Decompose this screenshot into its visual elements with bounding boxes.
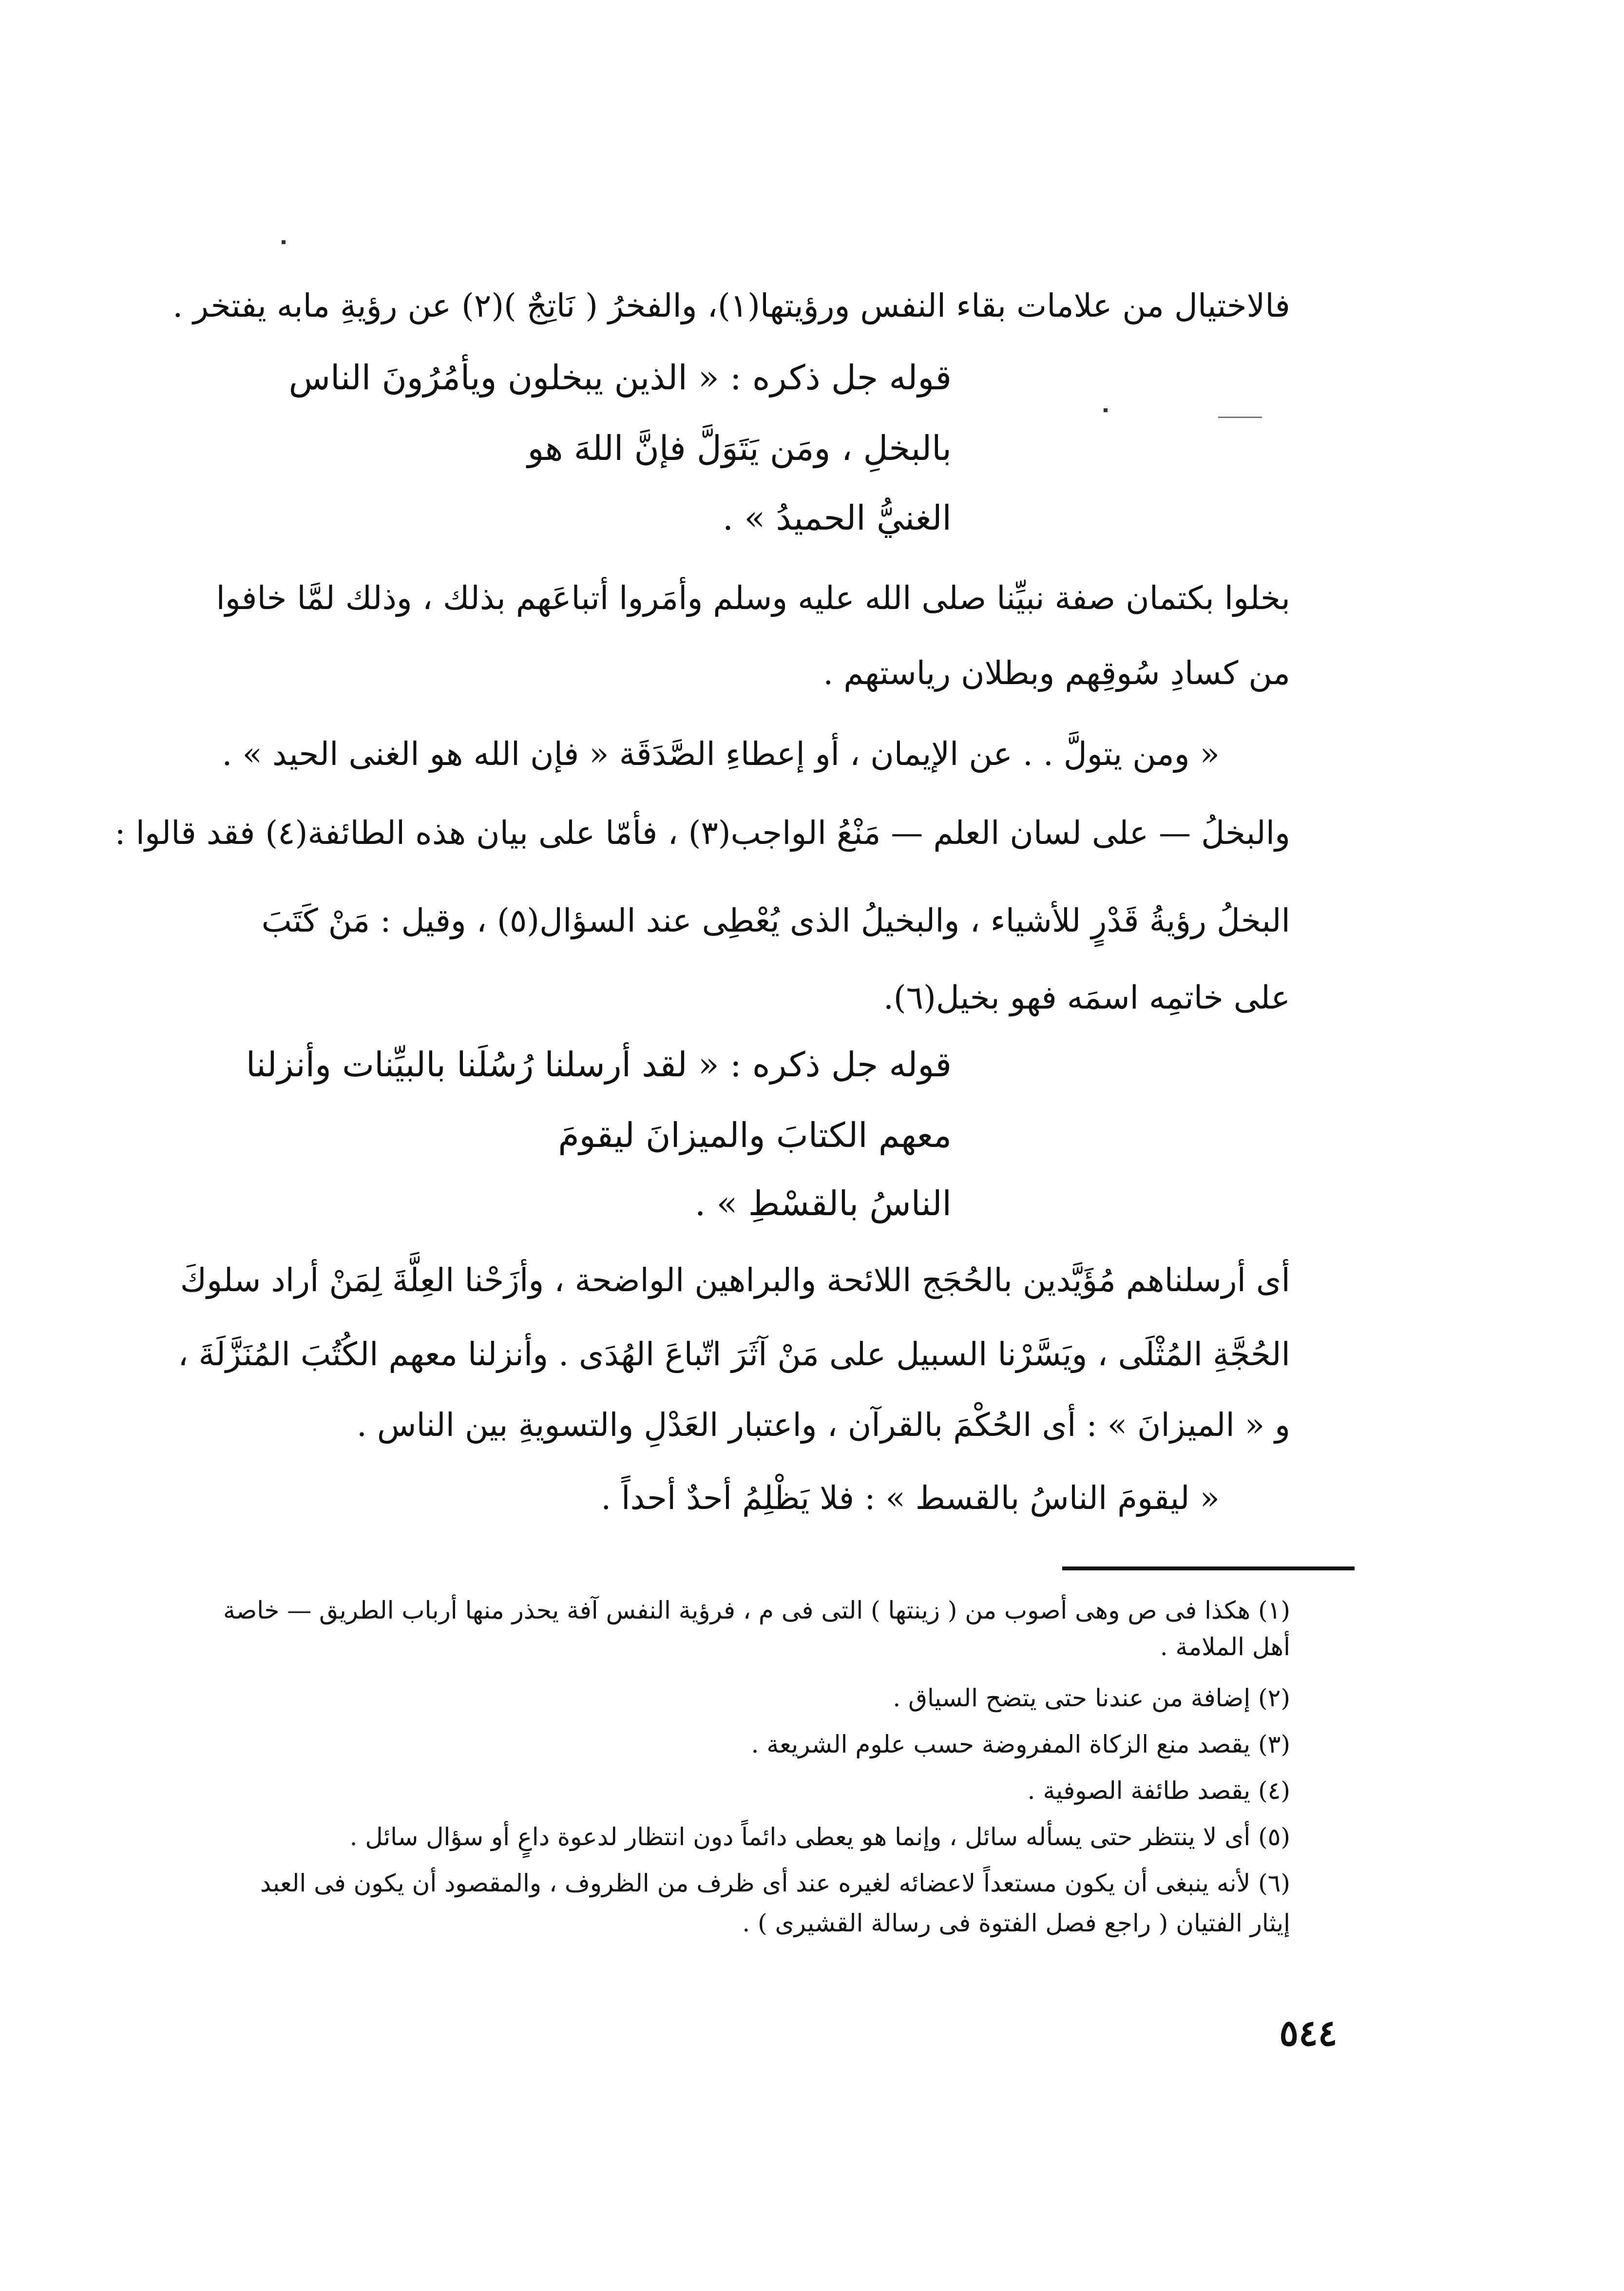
footnote: (٢) إضافة من عندنا حتى يتضح السياق . [893, 1684, 1290, 1712]
text-line: البخلُ رؤيةُ قَدْرٍ للأشياء ، والبخيلُ الذى يُعْطِى عند السؤال(٥) ، وقيل : مَنْ كَتَبَ [261, 902, 1290, 939]
text-line: من كسادِ سُوقِهم وبطلان رياستهم . [823, 654, 1290, 692]
text-line: أى أرسلناهم مُؤَيَّدين بالحُجَج اللائحة والبراهين الواضحة ، وأزَحْنا العِلَّةَ لِمَنْ أراد سلوكَ [180, 1261, 1290, 1299]
quran-verse-line: معهم الكتابَ والميزانَ ليقومَ [558, 1115, 952, 1155]
quran-verse-line: قوله جل ذكره : « الذين يبخلون ويأمُرُونَ الناس [288, 358, 952, 398]
footnote: (٥) أى لا ينتظر حتى يسأله سائل ، وإنما هو يعطى دائماً دون انتظار لدعوة داعٍ أو سؤال سائل . [349, 1823, 1290, 1851]
ink-speck [282, 240, 286, 244]
text-line: والبخلُ — على لسان العلم — مَنْعُ الواجب(٣) ، فأمّا على بيان هذه الطائفة(٤) فقد قالوا : [115, 814, 1290, 852]
text-line: على خاتمِه اسمَه فهو بخيل(٦). [883, 979, 1290, 1016]
ink-speck [1218, 417, 1262, 418]
ink-speck [1104, 408, 1108, 412]
text-line: الحُجَّةِ المُثْلَى ، ويَسَّرْنا السبيل على مَنْ آثَرَ اتّباعَ الهُدَى . وأنزلنا معهم الكُتُبَ المُنَزَّلَةَ ، [178, 1336, 1290, 1373]
footnote-separator [1062, 1566, 1355, 1570]
footnote: (١) هكذا فى ص وهى أصوب من ( زينتها ) التى فى م ، فرؤية النفس آفة يحذر منها أرباب الطريق — خاصة [223, 1596, 1290, 1624]
quran-verse-line: قوله جل ذكره : « لقد أرسلنا رُسُلَنا بالبيِّنات وأنزلنا [246, 1045, 952, 1085]
footnote: (٤) يقصد طائفة الصوفية . [1027, 1776, 1290, 1805]
text-line: « ليقومَ الناسُ بالقسط » : فلا يَظْلِمُ أحدٌ أحداً . [601, 1479, 1220, 1517]
quran-verse-line: الغنيُّ الحميدُ » . [722, 498, 952, 538]
quran-verse-line: بالبخلِ ، ومَن يَتَوَلَّ فإنَّ اللهَ هو [527, 428, 952, 468]
footnote: أهل الملامة . [1160, 1633, 1290, 1661]
footnote: إيثار الفتيان ( راجع فصل الفتوة فى رسالة القشيرى ) . [742, 1909, 1290, 1937]
footnote: (٣) يقصد منع الزكاة المفروضة حسب علوم الشريعة . [751, 1730, 1290, 1758]
page-number: ٥٤٤ [1279, 2012, 1337, 2054]
quran-verse-line: الناسُ بالقسْطِ » . [695, 1184, 952, 1223]
text-line: و « الميزانَ » : أى الحُكْمَ بالقرآن ، واعتبار العَدْلِ والتسويةِ بين الناس . [356, 1406, 1290, 1444]
text-line: فالاختيال من علامات بقاء النفس ورؤيتها(١)، والفخرُ ( نَاتِجٌ )(٢) عن رؤيةِ مابه يفتخر . [172, 287, 1290, 325]
footnote: (٦) لأنه ينبغى أن يكون مستعداً لاعضائه لغيره عند أى ظرف من الظروف ، والمقصود أن يكون فى العبد [260, 1869, 1290, 1897]
text-line: « ومن يتولَّ . . عن الإيمان ، أو إعطاءِ الصَّدَقَة « فإن الله هو الغنى الحيد » . [222, 735, 1220, 773]
text-line: بخلوا بكتمان صفة نبيِّنا صلى الله عليه وسلم وأمَروا أتباعَهم بذلك ، وذلك لمَّا خافوا [216, 579, 1290, 617]
